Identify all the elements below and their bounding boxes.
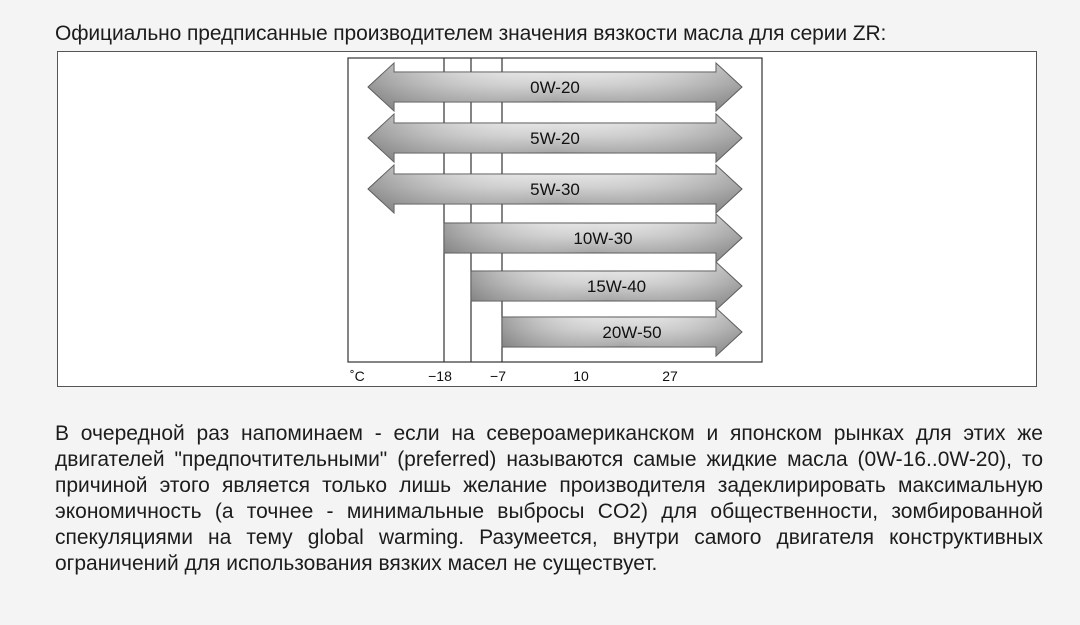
chart-frame: [348, 58, 762, 362]
bar-label: 20W-50: [602, 323, 662, 342]
bar-10W-30: [444, 214, 742, 262]
chart-ticks: [350, 368, 678, 384]
bar-5W-20: [368, 114, 742, 162]
bar-label: 0W-20: [530, 78, 580, 97]
tick-label: −7: [490, 368, 506, 384]
plot-border: [348, 58, 762, 362]
bar-label: 15W-40: [586, 277, 647, 296]
page-heading: Официально предписанные производителем значения вязкости масла для серии ZR:: [55, 22, 887, 45]
unit-label: ˚C: [350, 368, 365, 384]
bar-0W-20: [368, 63, 742, 111]
tick-label: 27: [662, 368, 678, 384]
bar-label: 5W-30: [530, 180, 580, 199]
body-paragraph: В очередной раз напоминаем - если на североамериканском и японском рынках для этих же двигателей "предпочтительными" (preferred) называются самые жидкие масла (0W-16..0W-20), то причиной этого является только лишь желание производителя задеклирировать максимальную экономичность (а точнее - минимальные выбросы CO2) для общественности, зомбированной спекуляциями на тему global warming. Разумеется, внутри самого двигателя конструктивных ограничений для использования вязких масел не существует.: [55, 422, 1043, 575]
viscosity-chart-svg: [58, 52, 1036, 386]
bar-5W-30: [368, 165, 742, 213]
tick-label: 10: [573, 368, 589, 384]
bar-15W-40: [471, 262, 742, 310]
bar-20W-50: [502, 308, 742, 356]
bar-label: 5W-20: [530, 129, 580, 148]
viscosity-chart: [57, 51, 1037, 387]
chart-bars: [368, 63, 742, 356]
bar-label: 10W-30: [573, 229, 633, 248]
tick-label: −18: [428, 368, 452, 384]
